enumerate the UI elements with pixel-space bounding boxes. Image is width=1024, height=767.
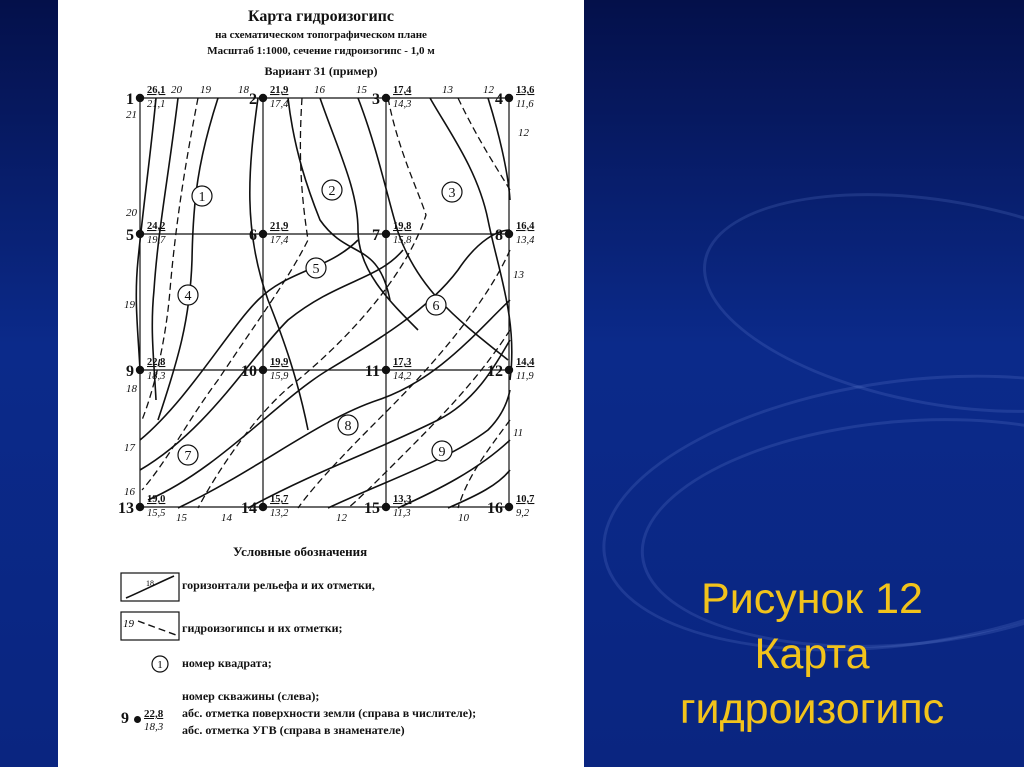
edge-contour-label: 15: [176, 512, 187, 524]
well-groundwater-elevation: 14,2: [393, 371, 412, 382]
well-ground-elevation: 17,3: [393, 357, 412, 368]
square-label: 5: [312, 262, 320, 277]
legend-well-text-2: абс. отметка поверхности земли (справа в числителе);: [182, 706, 477, 720]
square-number: [338, 415, 358, 435]
well-number: 8: [495, 227, 503, 244]
legend-hydro-icon: [120, 611, 180, 641]
edge-contour-label: 16: [124, 486, 135, 498]
map-title: Карта гидроизогипс: [248, 8, 394, 25]
well-number: 3: [372, 91, 380, 108]
square-label: 9: [438, 445, 446, 460]
edge-contour-label: 10: [458, 512, 469, 524]
well-dot: [136, 94, 144, 102]
caption-line-3: гидроизогипс: [679, 685, 945, 733]
well-number: 7: [372, 227, 380, 244]
legend-well-dot: [134, 716, 141, 723]
well-dot: [259, 94, 267, 102]
well-dot: [382, 366, 390, 374]
well-ground-elevation: 19,8: [393, 221, 412, 232]
square-label: 4: [184, 289, 192, 304]
square-label: 6: [432, 299, 440, 314]
well-dot: [259, 503, 267, 511]
well-number: 5: [126, 227, 134, 244]
well-groundwater-elevation: 15,5: [147, 508, 166, 519]
well-number: 11: [364, 363, 380, 380]
legend-well-sample-top: 22,8: [144, 708, 164, 720]
well-number: 4: [495, 91, 503, 108]
well-number: 2: [249, 91, 257, 108]
well-groundwater-elevation: 15,9: [270, 371, 289, 382]
legend-relief-icon: [120, 572, 180, 602]
well-groundwater-elevation: 14,3: [393, 99, 412, 110]
edge-contour-label: 18: [238, 84, 249, 96]
well-groundwater-elevation: 19,7: [147, 235, 166, 246]
legend-well-text-3: абс. отметка УГВ (справа в знаменателе): [182, 723, 405, 737]
well-number: 15: [364, 500, 380, 517]
edge-contour-label: 19: [200, 84, 211, 96]
well-dot: [505, 230, 513, 238]
map-variant: Вариант 31 (пример): [264, 64, 378, 78]
edge-contour-label: 16: [314, 84, 325, 96]
well-ground-elevation: 17,4: [393, 85, 412, 96]
well-number: 16: [487, 500, 503, 517]
edge-contour-label: 20: [171, 84, 182, 96]
legend-square-sample: 1: [157, 659, 163, 671]
well-groundwater-elevation: 9,2: [516, 508, 530, 519]
well-dot: [382, 503, 390, 511]
legend-hydro-text: гидроизогипсы и их отметки;: [182, 621, 343, 635]
legend-square-text: номер квадрата;: [182, 656, 272, 670]
well-ground-elevation: 26,1: [147, 85, 166, 96]
square-label: 3: [448, 186, 456, 201]
well-dot: [136, 503, 144, 511]
well-dot: [259, 230, 267, 238]
well-number: 14: [241, 500, 257, 517]
well-number: 9: [126, 363, 134, 380]
well-dot: [136, 366, 144, 374]
square-number: [426, 295, 446, 315]
caption-line-2: Карта: [754, 630, 870, 678]
edge-contour-label: 21: [126, 109, 137, 121]
well-groundwater-elevation: 13,2: [270, 508, 289, 519]
legend-heading: Условные обозначения: [233, 544, 368, 559]
edge-contour-label: 13: [442, 84, 453, 96]
well-node: [487, 494, 534, 519]
slide-caption: [600, 572, 1024, 737]
well-groundwater-elevation: 18,3: [147, 371, 166, 382]
well-number: 1: [126, 91, 134, 108]
square-label: 2: [328, 184, 336, 199]
square-number: [178, 285, 198, 305]
edge-contour-label: 15: [356, 84, 367, 96]
edge-contour-label: 19: [124, 299, 135, 311]
legend-square-icon: [150, 654, 170, 674]
edge-contour-label: 12: [336, 512, 347, 524]
well-dot: [505, 366, 513, 374]
well-dot: [505, 94, 513, 102]
edge-contour-label: 12: [518, 127, 529, 139]
edge-contour-label: 13: [513, 269, 524, 281]
well-dot: [382, 94, 390, 102]
edge-contour-label: 14: [221, 512, 232, 524]
hydroisohypse-map: [58, 0, 584, 560]
well-dot: [382, 230, 390, 238]
square-label: 1: [198, 190, 206, 205]
well-dot: [259, 366, 267, 374]
well-groundwater-elevation: 11,3: [393, 508, 411, 519]
well-ground-elevation: 15,7: [270, 494, 289, 505]
legend-well-sample-bot: 18,3: [144, 721, 164, 733]
well-groundwater-elevation: 15,8: [393, 235, 412, 246]
well-ground-elevation: 21,9: [270, 221, 289, 232]
map-subtitle: на схематическом топографическом плане: [215, 29, 427, 41]
well-groundwater-elevation: 11,6: [516, 99, 534, 110]
square-label: 8: [344, 419, 352, 434]
well-node: [495, 221, 535, 246]
well-number: 12: [487, 363, 503, 380]
well-ground-elevation: 16,4: [516, 221, 535, 232]
well-groundwater-elevation: 17,4: [270, 235, 289, 246]
square-number: [432, 441, 452, 461]
caption-line-1: Рисунок 12: [701, 575, 923, 623]
square-number: [192, 186, 212, 206]
well-groundwater-elevation: 17,4: [270, 99, 289, 110]
edge-contour-label: 18: [126, 383, 137, 395]
well-node: [495, 85, 534, 110]
edge-contour-label: 12: [483, 84, 494, 96]
well-number: 13: [118, 500, 134, 517]
edge-contour-label: 11: [513, 427, 524, 439]
well-number: 6: [249, 227, 257, 244]
legend-well-sample-num: 9: [121, 710, 129, 727]
well-number: 10: [241, 363, 257, 380]
edge-contour-label: 20: [126, 207, 137, 219]
square-number: [306, 258, 326, 278]
well-ground-elevation: 21,9: [270, 85, 289, 96]
well-ground-elevation: 24,2: [147, 221, 166, 232]
well-groundwater-elevation: 21,1: [147, 99, 166, 110]
well-dot: [505, 503, 513, 511]
legend-well-text-1: номер скважины (слева);: [182, 689, 320, 703]
well-ground-elevation: 13,3: [393, 494, 412, 505]
well-ground-elevation: 10,7: [516, 494, 535, 505]
legend-hydro-sample: 19: [123, 618, 134, 630]
legend-relief-sample: 18: [146, 579, 154, 588]
well-ground-elevation: 22,8: [147, 357, 166, 368]
map-scale: Масштаб 1:1000, сечение гидроизогипс - 1,0 м: [207, 45, 435, 57]
square-number: [322, 180, 342, 200]
well-ground-elevation: 19,0: [147, 494, 166, 505]
square-number: [442, 182, 462, 202]
well-ground-elevation: 13,6: [516, 85, 535, 96]
well-ground-elevation: 19,9: [270, 357, 289, 368]
map-sheet: [58, 0, 584, 767]
legend-relief-text: горизонтали рельефа и их отметки,: [182, 578, 375, 592]
well-groundwater-elevation: 11,9: [516, 371, 534, 382]
edge-contour-label: 17: [124, 442, 135, 454]
well-groundwater-elevation: 13,4: [516, 235, 535, 246]
square-label: 7: [184, 449, 192, 464]
well-dot: [136, 230, 144, 238]
well-ground-elevation: 14,4: [516, 357, 535, 368]
square-number: [178, 445, 198, 465]
